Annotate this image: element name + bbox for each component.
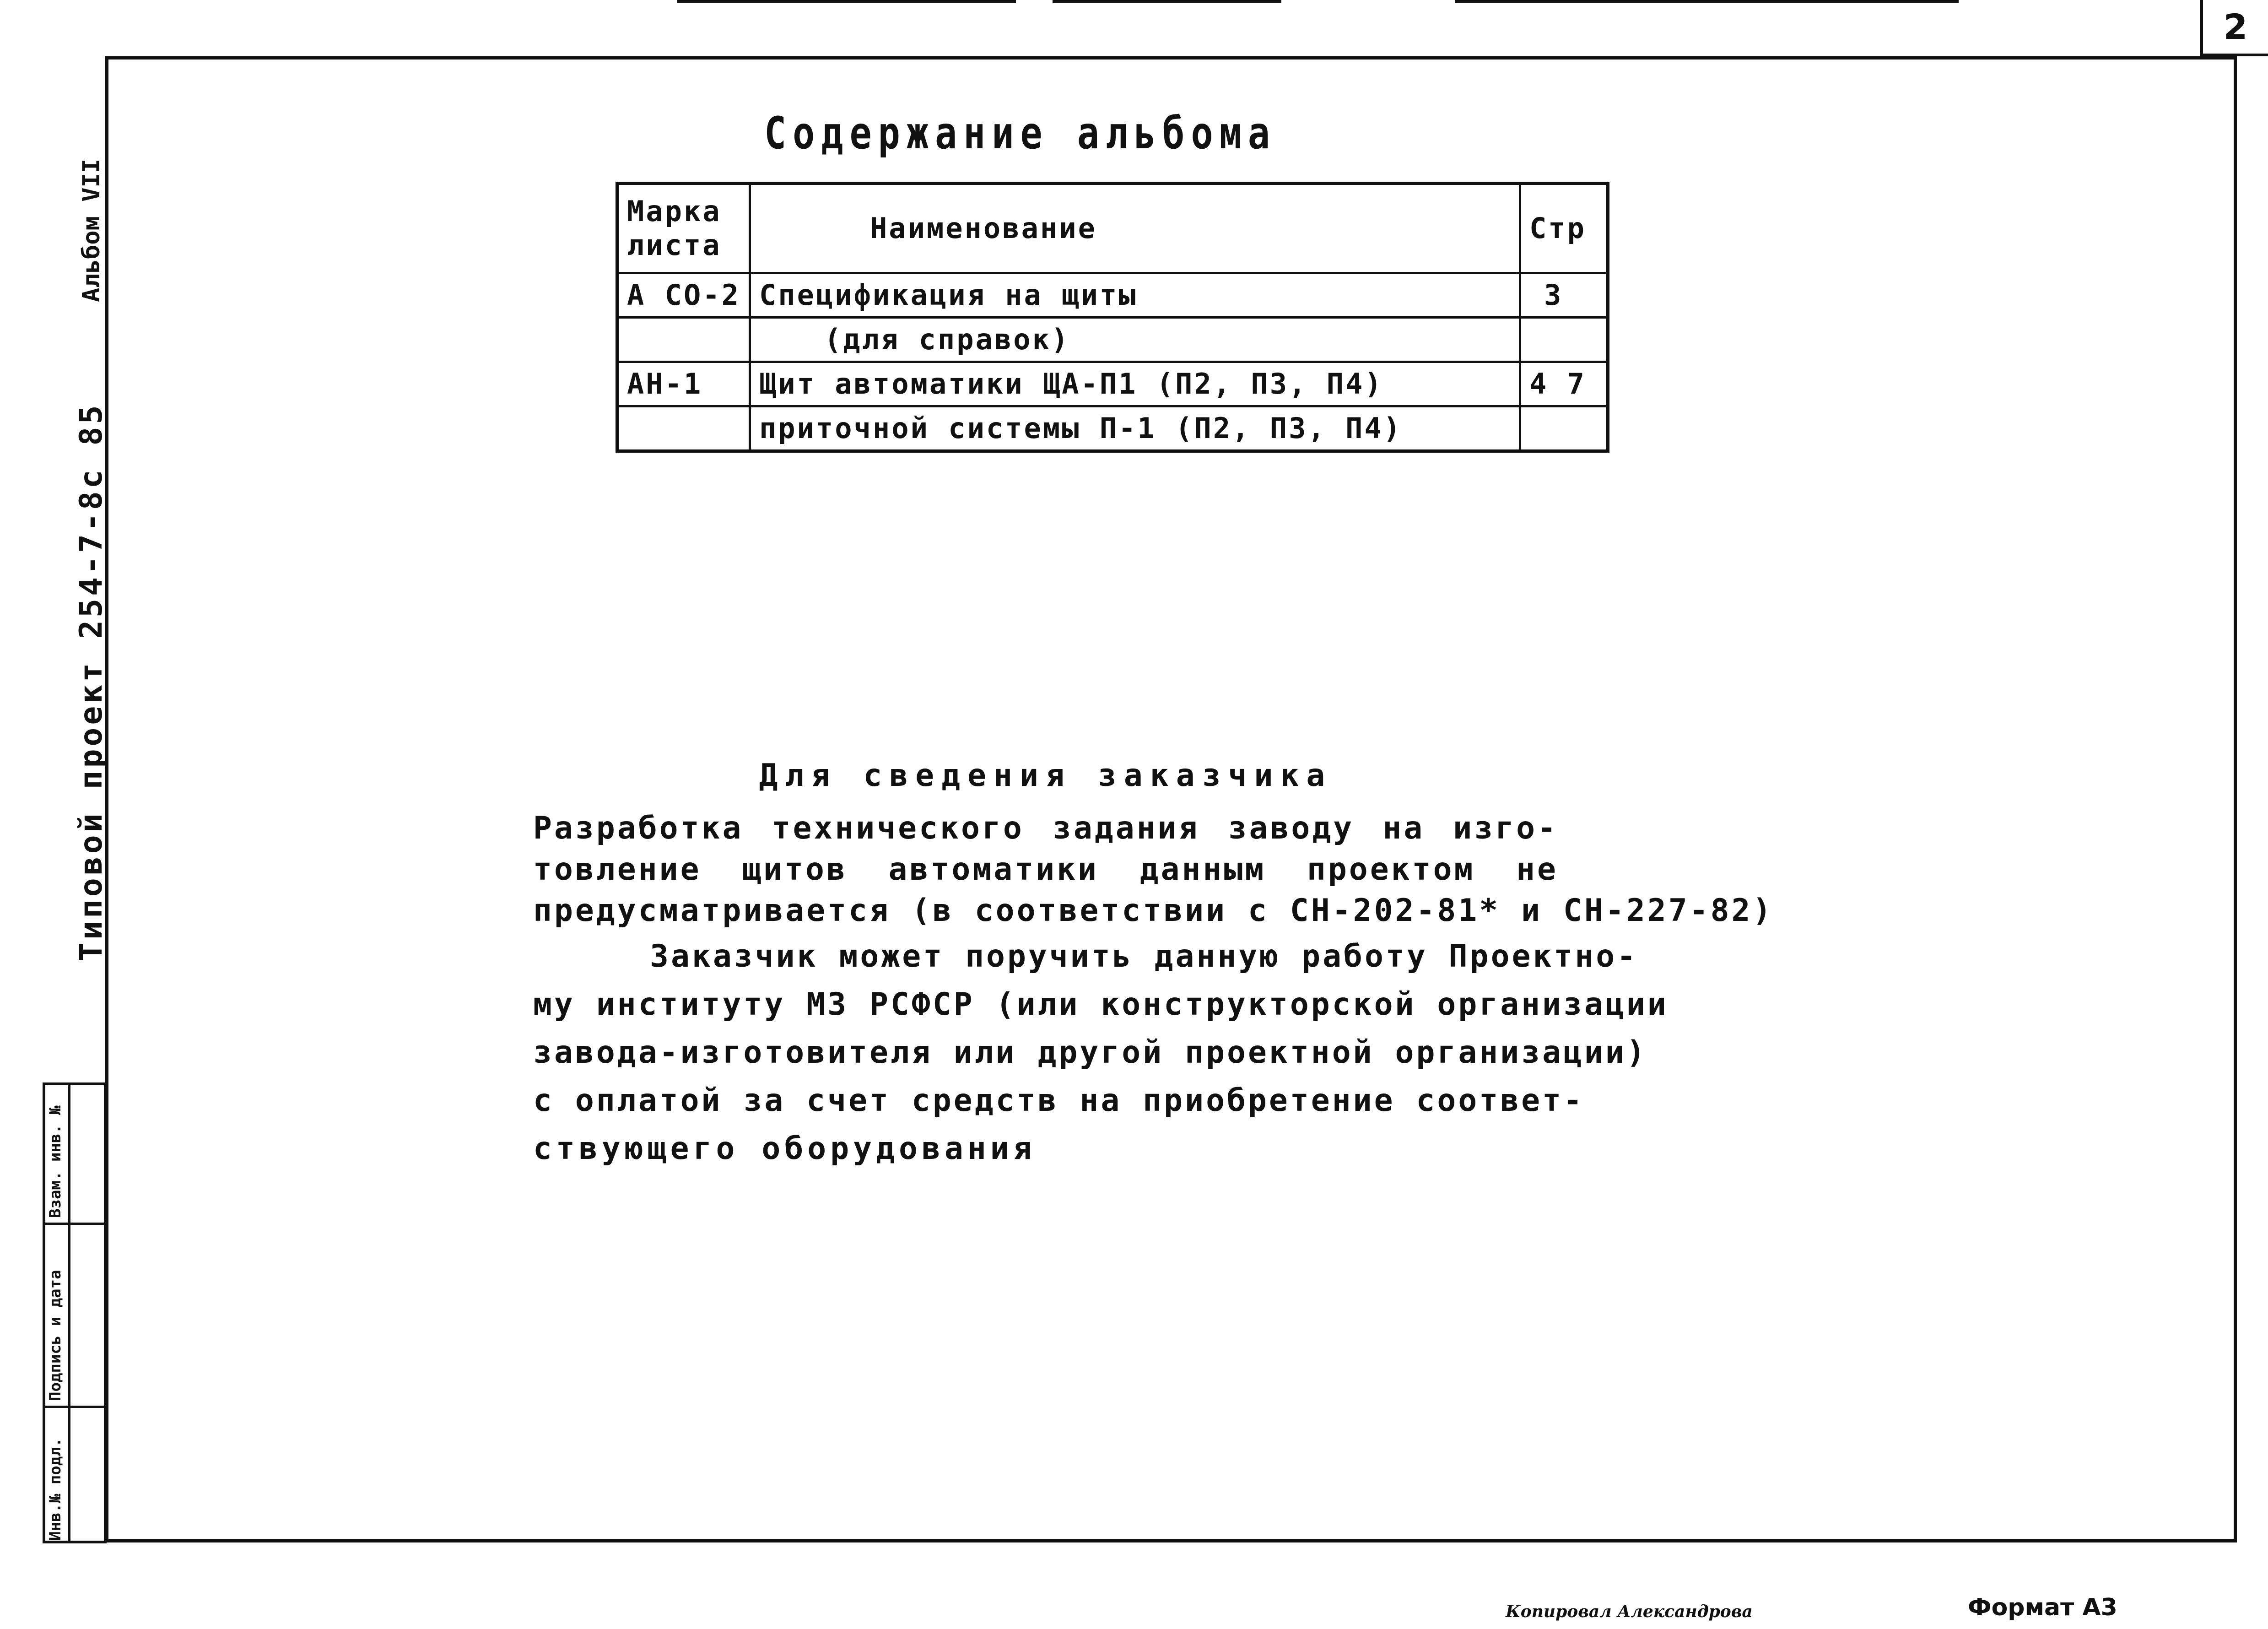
row-name: Щит автоматики ЩА-П1 (П2, П3, П4) <box>750 362 1520 406</box>
row-mark <box>617 318 750 362</box>
header-mark: Марка листа <box>617 184 750 273</box>
stamp-vzam-inv: Взам. инв. № <box>46 1105 65 1218</box>
table-header-row <box>617 184 1608 273</box>
sheet-number: 2 <box>2200 0 2268 56</box>
notice-line: завода-изготовителя или другой проектной организации) <box>533 1034 1647 1071</box>
notice-line: Разработка технического задания заводу на изго- <box>533 810 1558 846</box>
top-border-line <box>1455 0 1959 3</box>
header-name: Наименование <box>750 184 1520 273</box>
notice-line: ствующего оборудования <box>533 1131 1036 1167</box>
row-page <box>1520 318 1608 362</box>
stamp-sign-date: Подпись и дата <box>46 1270 65 1401</box>
row-mark: АН-1 <box>617 362 750 406</box>
stamp-block <box>43 1082 107 1543</box>
album-label: Альбом VII <box>78 158 105 302</box>
notice-line: с оплатой за счет средств на приобретение соответ- <box>533 1082 1584 1119</box>
project-label: Типовой проект 254-7-8с 85 <box>73 402 109 961</box>
stamp-divider <box>45 1223 104 1225</box>
notice-line: Заказчик может поручить данную работу Проектно- <box>650 938 1638 974</box>
row-page <box>1520 406 1608 451</box>
notice-line: товление щитов автоматики данным проектом не <box>533 851 1558 888</box>
table-row <box>617 406 1608 451</box>
table-row <box>617 318 1608 362</box>
table-row <box>617 362 1608 406</box>
top-border-line <box>677 0 1016 3</box>
notice-heading: Для сведения заказчика <box>759 758 1333 794</box>
row-mark <box>617 406 750 451</box>
copied-by: Копировал Александрова <box>1506 1602 1753 1621</box>
row-name: Спецификация на щиты <box>750 273 1520 318</box>
stamp-inv-orig: Инв.№ подл. <box>46 1437 65 1541</box>
table-row <box>617 273 1608 318</box>
sheet-format: Формат А3 <box>1968 1594 2117 1621</box>
stamp-divider <box>45 1406 104 1408</box>
notice-line: предусматривается (в соответствии с СН-202-81* и СН-227-82) <box>533 893 1774 929</box>
album-contents-title: Содержание альбома <box>764 108 1276 159</box>
header-page: Стр <box>1520 184 1608 273</box>
row-page: 4 7 <box>1520 362 1608 406</box>
row-name: приточной системы П-1 (П2, П3, П4) <box>750 406 1520 451</box>
row-mark: А СО-2 <box>617 273 750 318</box>
notice-line: му институту МЗ РСФСР (или конструкторской организации <box>533 986 1669 1023</box>
contents-table <box>616 182 1609 453</box>
row-page: 3 <box>1520 273 1608 318</box>
row-name: (для справок) <box>750 318 1520 362</box>
top-border-line <box>1053 0 1281 3</box>
